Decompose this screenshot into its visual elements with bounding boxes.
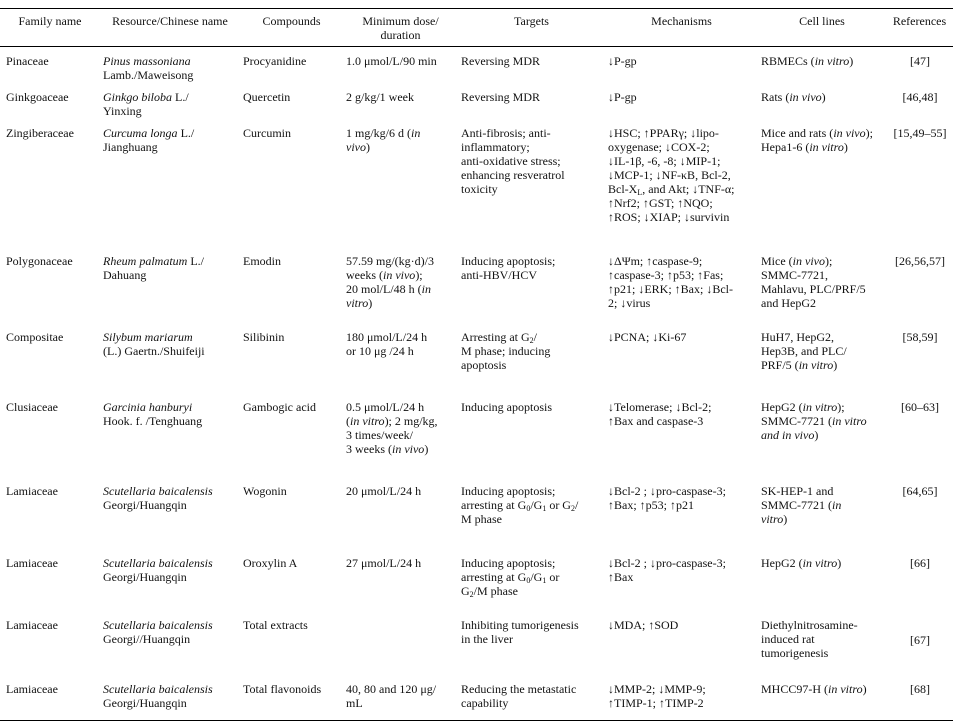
resource-cell [100,477,240,549]
dose-cell [343,247,458,323]
resource-line: (L.) Gaertn./Shuifeiji [103,343,205,358]
resource-line: Dahuang [103,267,147,282]
targets-line: toxicity [461,181,498,196]
header-minimum-dose-duration: Minimum dose/ duration [343,9,458,47]
targets-cell [458,323,605,393]
resource-cell [100,675,240,721]
references-cell: [64,65] [902,483,938,498]
targets-line: Reversing MDR [461,89,540,104]
resource-line: Lamb./Maweisong [103,68,194,82]
herbal-compounds-table [0,8,953,721]
resource-line: Rheum palmatum L./ [103,253,204,268]
references-cell: [60–63] [901,399,939,414]
targets-line: anti-HBV/HCV [461,267,537,282]
dose-line: 2 g/kg/1 week [346,89,414,104]
resource-line: Georgi/Huangqin [103,497,187,512]
family-name-cell: Ginkgoaceae [6,89,69,104]
mechanisms-line: ↓P-gp [608,54,637,68]
mechanisms-line: ↑Bax and caspase-3 [608,413,704,428]
mechanisms-line: ↓P-gp [608,89,637,104]
dose-cell [343,549,458,611]
mechanisms-line: ↑Bax; ↑p53; ↑p21 [608,497,694,512]
cell-lines-cell [758,611,886,675]
dose-line: 1.0 μmol/L/90 min [346,54,437,68]
compound-cell: Wogonin [243,483,287,498]
table-row [0,611,953,675]
cell-lines-cell [758,47,886,83]
cell-lines-line: induced rat [761,631,815,646]
mechanisms-line: ↑TIMP-1; ↑TIMP-2 [608,695,704,710]
targets-line: Reducing the metastatic [461,681,577,696]
targets-cell [458,47,605,83]
resource-cell [100,393,240,477]
mechanisms-line: ↑p21; ↓ERK; ↑Bax; ↓Bcl- [608,281,733,296]
resource-cell [100,247,240,323]
dose-line: 57.59 mg/(kg·d)/3 [346,253,434,268]
mechanisms-cell [605,119,758,247]
mechanisms-line: Bcl-$X_L$, and Akt; ↓TNF-α; [608,181,735,197]
cell-lines-line: Hep3B, and PLC/ [761,343,847,358]
targets-cell [458,675,605,721]
dose-line: 1 mg/kg/6 d (in [346,125,421,140]
resource-cell [100,611,240,675]
table-row [0,675,953,721]
cell-lines-line: Hepa1-6 (in vitro) [761,139,848,154]
references-cell: [67] [910,632,930,647]
mechanisms-line: ↓Bcl-2 ; ↓pro-caspase-3; [608,483,726,498]
mechanisms-line: ↓IL-1β, -6, -8; ↓MIP-1; [608,153,721,168]
cell-lines-line: Mice (in vivo); [761,253,833,268]
mechanisms-line: ↓HSC; ↑PPARγ; ↓lipo- [608,125,719,140]
cell-lines-line: SMMC-7721 (in vitro [761,413,867,428]
table-row [0,393,953,477]
family-name-cell: Clusiaceae [6,399,58,414]
cell-lines-cell [758,119,886,247]
targets-line: M phase; inducing [461,343,551,358]
cell-lines-line: Rats (in vivo) [761,89,826,104]
targets-cell [458,611,605,675]
targets-line: capability [461,695,509,710]
compound-cell: Oroxylin A [243,555,298,570]
resource-line: Pinus massoniana [103,54,191,68]
targets-line: in the liver [461,631,513,646]
compound-cell: Emodin [243,253,281,268]
dose-line: or 10 μg /24 h [346,343,414,358]
family-name-cell: Pinaceae [6,54,49,68]
targets-cell [458,119,605,247]
mechanisms-line: ↓MDA; ↑SOD [608,617,679,632]
cell-lines-cell [758,83,886,119]
cell-lines-line: and HepG2 [761,295,816,310]
dose-line: vitro) [346,295,373,310]
mechanisms-cell [605,393,758,477]
resource-cell [100,47,240,83]
compound-cell: Curcumin [243,125,291,140]
targets-line: Inducing apoptosis [461,399,552,414]
dose-line: 0.5 μmol/L/24 h [346,399,425,414]
table-row [0,247,953,323]
dose-line: vivo) [346,139,370,154]
mechanisms-cell [605,611,758,675]
compound-cell: Total flavonoids [240,675,343,721]
dose-line: mL [346,695,363,710]
cell-lines-line: tumorigenesis [761,645,829,660]
header-family-name: Family name [0,9,100,47]
compound-cell: Total extracts [243,617,308,632]
mechanisms-cell [605,83,758,119]
references-cell: [46,48] [902,89,938,104]
targets-cell [458,83,605,119]
table-row [0,47,953,83]
resource-line: Georgi//Huangqin [103,631,191,646]
cell-lines-line: HepG2 (in vitro) [761,555,842,570]
cell-lines-line: MHCC97-H (in vitro) [761,681,867,696]
mechanisms-line: ↓MCP-1; ↓NF-κB, Bcl-2, [608,167,731,182]
references-cell: [47] [910,54,930,68]
dose-cell [343,675,458,721]
targets-cell [458,549,605,611]
resource-line: Yinxing [103,103,142,118]
mechanisms-line: ↓MMP-2; ↓MMP-9; [608,681,706,696]
cell-lines-line: Diethylnitrosamine- [761,617,858,632]
targets-cell [458,393,605,477]
cell-lines-line: and in vivo) [761,427,819,442]
cell-lines-line: HepG2 (in vitro); [761,399,845,414]
table-row [0,119,953,247]
family-name-cell: Lamiaceae [6,617,58,632]
mechanisms-line: ↑caspase-3; ↑p53; ↑Fas; [608,267,724,282]
mechanisms-cell [605,477,758,549]
targets-line: arresting at $G_0/G_1$ or $G_2/$ [461,497,579,513]
dose-line: 40, 80 and 120 μg/ [346,681,437,696]
resource-line: Scutellaria baicalensis [103,483,213,498]
mechanisms-line: ↓ΔΨm; ↑caspase-9; [608,253,703,268]
dose-line: 20 μmol/L/24 h [346,483,422,498]
resource-cell [100,323,240,393]
references-cell: [58,59] [902,329,938,344]
compound-cell: Procyanidine [243,54,307,68]
mechanisms-cell [605,323,758,393]
targets-line: enhancing resveratrol [461,167,565,182]
resource-line: Hook. f. /Tenghuang [103,413,203,428]
resource-cell [100,83,240,119]
targets-line: Reversing MDR [461,54,540,68]
family-name-cell: Compositae [6,329,64,344]
targets-line: Arresting at $G_2/$ [461,329,537,345]
table-header [0,9,953,47]
family-name-cell: Zingiberaceae [6,125,74,140]
dose-cell [343,323,458,393]
dose-cell [343,119,458,247]
targets-line: $G_2/M$ phase [461,583,518,599]
resource-line: Silybum mariarum [103,329,193,344]
dose-cell [343,47,458,83]
references-cell: [66] [910,555,930,570]
header-compounds: Compounds [240,9,343,47]
family-name-cell: Polygonaceae [6,253,73,268]
resource-line: Jianghuang [103,139,158,154]
header-mechanisms: Mechanisms [605,9,758,47]
family-name-cell: Lamiaceae [6,483,58,498]
dose-cell [343,393,458,477]
mechanisms-cell [605,675,758,721]
mechanisms-line: 2; ↓virus [608,295,651,310]
references-cell: [26,56,57] [895,253,945,268]
dose-line: 27 μmol/L/24 h [346,555,422,570]
cell-lines-cell [758,675,886,721]
table-row [0,477,953,549]
cell-lines-line: SMMC-7721, [761,267,829,282]
mechanisms-line: ↑ROS; ↓XIAP; ↓survivin [608,209,730,224]
mechanisms-line: ↑Nrf2; ↑GST; ↑NQO; [608,195,713,210]
header-targets: Targets [458,9,605,47]
targets-line: M phase [461,511,502,526]
targets-line: Inhibiting tumorigenesis [461,617,579,632]
targets-cell [458,247,605,323]
dose-line: (in vitro); 2 mg/kg, [346,413,438,428]
mechanisms-line: ↑Bax [608,569,634,584]
resource-line: Curcuma longa L./ [103,125,195,140]
cell-lines-line: Mice and rats (in vivo); [761,125,873,140]
mechanisms-cell [605,47,758,83]
header-references: References [886,9,953,47]
targets-line: arresting at $G_0/G_1$ or [461,569,560,585]
cell-lines-cell [758,247,886,323]
cell-lines-cell [758,477,886,549]
cell-lines-line: PRF/5 (in vitro) [761,357,838,372]
targets-cell [458,477,605,549]
dose-line: 3 weeks (in vivo) [346,441,429,456]
compound-cell: Gambogic acid [243,399,316,414]
table-row [0,549,953,611]
resource-line: Georgi/Huangqin [103,695,187,710]
targets-line: Anti-fibrosis; anti- [461,125,551,140]
resource-line: Ginkgo biloba L./ [103,89,189,104]
mechanisms-line: ↓Bcl-2 ; ↓pro-caspase-3; [608,555,726,570]
targets-line: Inducing apoptosis; [461,253,556,268]
targets-line: Inducing apoptosis; [461,555,556,570]
header-resource-chinese-name: Resource/Chinese name [100,9,240,47]
cell-lines-line: RBMECs (in vitro) [761,54,854,68]
dose-cell [343,611,458,675]
mechanisms-line: ↓PCNA; ↓Ki-67 [608,329,687,344]
resource-line: Scutellaria baicalensis [103,681,213,696]
cell-lines-cell [758,393,886,477]
resource-line: Georgi/Huangqin [103,569,187,584]
cell-lines-line: SMMC-7721 (in [761,497,842,512]
cell-lines-line: SK-HEP-1 and [761,483,834,498]
targets-line: Inducing apoptosis; [461,483,556,498]
dose-line: 180 μmol/L/24 h [346,329,428,344]
dose-cell [343,83,458,119]
resource-line: Garcinia hanburyi [103,399,193,414]
mechanisms-cell [605,247,758,323]
resource-line: Scutellaria baicalensis [103,617,213,632]
table-body [0,47,953,721]
resource-line: Scutellaria baicalensis [103,555,213,570]
cell-lines-line: HuH7, HepG2, [761,329,834,344]
cell-lines-cell [758,323,886,393]
table-row [0,83,953,119]
header-row [0,9,953,47]
resource-cell [100,549,240,611]
mechanisms-line: oxygenase; ↓COX-2; [608,139,710,154]
targets-line: inflammatory; [461,139,530,154]
family-name-cell: Lamiaceae [6,555,58,570]
compound-cell: Silibinin [243,329,285,344]
dose-line: 20 mol/L/48 h (in [346,281,432,296]
references-cell: [15,49–55] [893,125,947,140]
dose-line: 3 times/week/ [346,427,413,442]
cell-lines-line: Mahlavu, PLC/PRF/5 [761,281,866,296]
targets-line: anti-oxidative stress; [461,153,561,168]
targets-line: apoptosis [461,357,507,372]
references-cell: [68] [886,675,953,721]
resource-cell [100,119,240,247]
header-cell-lines: Cell lines [758,9,886,47]
cell-lines-line: vitro) [761,511,788,526]
dose-cell [343,477,458,549]
mechanisms-line: ↓Telomerase; ↓Bcl-2; [608,399,712,414]
mechanisms-cell [605,549,758,611]
cell-lines-cell [758,549,886,611]
compound-cell: Quercetin [243,89,291,104]
table-row [0,323,953,393]
family-name-cell: Lamiaceae [0,675,100,721]
dose-line: weeks (in vivo); [346,267,423,282]
